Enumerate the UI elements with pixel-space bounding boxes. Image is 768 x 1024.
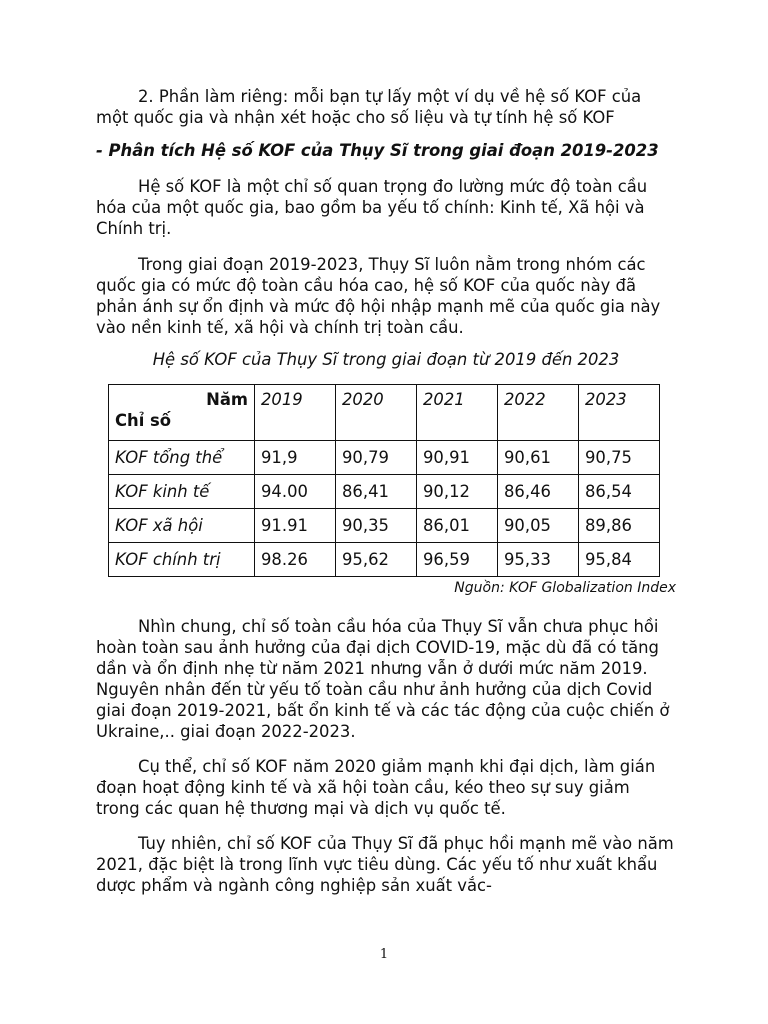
section-heading: - Phân tích Hệ số KOF của Thụy Sĩ trong giai đoạn 2019-2023: [96, 141, 659, 160]
detail-2021-paragraph: Tuy nhiên, chỉ số KOF của Thụy Sĩ đã phục hồi mạnh mẽ vào năm 2021, đặc biệt là trong lĩnh vực tiêu dùng. Các yếu tố như xuất khẩu dược phẩm và ngành công nghiệp sản xuất vắc-: [96, 834, 674, 895]
table-row: [109, 475, 660, 509]
table-cell: 95,62: [336, 543, 417, 577]
year-header: 2019: [255, 385, 336, 441]
detail-2020-paragraph: Cụ thể, chỉ số KOF năm 2020 giảm mạnh khi đại dịch, làm gián đoạn hoạt động kinh tế và xã hội toàn cầu, kéo theo sự suy giảm trong các quan hệ thương mại và dịch vụ quốc tế.: [96, 757, 656, 818]
table-header-row: [109, 385, 660, 441]
table-cell: 91,9: [255, 441, 336, 475]
table-row: [109, 441, 660, 475]
table-cell: 90,75: [579, 441, 660, 475]
corner-index-label: Chỉ số: [115, 411, 172, 430]
table-cell: 86,41: [336, 475, 417, 509]
table-cell: 90,61: [498, 441, 579, 475]
page-number: 1: [379, 947, 389, 962]
table-cell: 91.91: [255, 509, 336, 543]
table-cell: 90,91: [417, 441, 498, 475]
table-cell: 90,05: [498, 509, 579, 543]
table-cell: 96,59: [417, 543, 498, 577]
table-cell: 95,84: [579, 543, 660, 577]
kof-table: [108, 384, 660, 577]
overview-paragraph: Nhìn chung, chỉ số toàn cầu hóa của Thụy Sĩ vẫn chưa phục hồi hoàn toàn sau ảnh hưởng của đại dịch COVID-19, mặc dù đã có tăng dần và ổn định nhẹ từ năm 2021 nhưng vẫn ở dưới mức năm 2019. Nguyên nhân đến từ yếu tố toàn cầu như ảnh hưởng của dịch Covid giai đoạn 2019-2021, bất ổn kinh tế và các tác động của cuộc chiến ở Ukraine,.. giai đoạn 2022-2023.: [96, 617, 670, 741]
table-source: Nguồn: KOF Globalization Index: [454, 580, 676, 596]
year-header: 2021: [417, 385, 498, 441]
table-cell: 95,33: [498, 543, 579, 577]
row-label: KOF xã hội: [109, 509, 255, 543]
table-caption: Hệ số KOF của Thụy Sĩ trong giai đoạn từ 2019 đến 2023: [152, 350, 620, 369]
table-corner-cell: [109, 385, 255, 441]
table-row: [109, 543, 660, 577]
context-paragraph: Trong giai đoạn 2019-2023, Thụy Sĩ luôn nằm trong nhóm các quốc gia có mức độ toàn cầu hóa cao, hệ số KOF của quốc này đã phản ánh sự ổn định và mức độ hội nhập mạnh mẽ của quốc gia này vào nền kinh tế, xã hội và chính trị toàn cầu.: [96, 255, 661, 337]
row-label: KOF kinh tế: [109, 475, 255, 509]
row-label: KOF tổng thể: [109, 441, 255, 475]
intro-paragraph: Hệ số KOF là một chỉ số quan trọng đo lường mức độ toàn cầu hóa của một quốc gia, bao gồm ba yếu tố chính: Kinh tế, Xã hội và Chính trị.: [96, 177, 648, 238]
year-header: 2020: [336, 385, 417, 441]
table-cell: 98.26: [255, 543, 336, 577]
table-cell: 86,01: [417, 509, 498, 543]
table-cell: 90,12: [417, 475, 498, 509]
table-cell: 86,54: [579, 475, 660, 509]
task-paragraph: 2. Phần làm riêng: mỗi bạn tự lấy một ví dụ về hệ số KOF của một quốc gia và nhận xét hoặc cho số liệu và tự tính hệ số KOF: [96, 87, 642, 127]
document-page: [96, 86, 676, 896]
row-label: KOF chính trị: [109, 543, 255, 577]
table-cell: 94.00: [255, 475, 336, 509]
table-cell: 89,86: [579, 509, 660, 543]
year-header: 2022: [498, 385, 579, 441]
table-cell: 86,46: [498, 475, 579, 509]
table-row: [109, 509, 660, 543]
table-cell: 90,79: [336, 441, 417, 475]
corner-year-label: Năm: [206, 390, 248, 409]
year-header: 2023: [579, 385, 660, 441]
table-cell: 90,35: [336, 509, 417, 543]
